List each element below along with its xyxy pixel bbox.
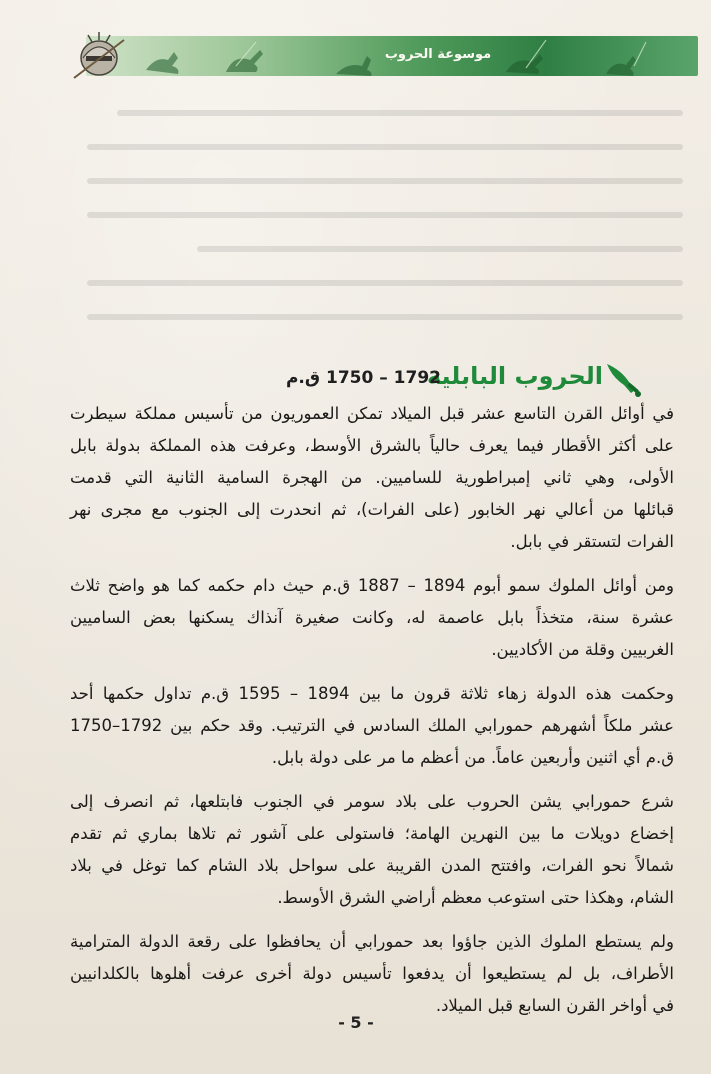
body-text bbox=[70, 398, 674, 1034]
text-line: ومن أوائل الملوك سمو أبوم 1894 – 1887 ق.م حيث دام حكمه كما هو واضح ثلاث bbox=[70, 576, 674, 595]
text-line: إخضاع دويلات ما بين النهرين الهامة؛ فاستولى على آشور ثم تلاها بماري ثم تقدم bbox=[70, 824, 674, 843]
section-title: الحروب البابلية bbox=[426, 362, 603, 390]
text-line: ولم يستطع الملوك الذين جاؤوا بعد حمورابي أن يحافظوا على رقعة الدولة المترامية bbox=[70, 932, 674, 951]
text-line: قبائلها من أعالي نهر الخابور (على الفرات)، ثم انحدرت إلى الجنوب مع مجرى نهر bbox=[70, 500, 674, 519]
text-line: وحكمت هذه الدولة زهاء ثلاثة قرون ما بين 1894 – 1595 ق.م تداول حكمها أحد bbox=[70, 684, 674, 703]
text-line: شمالاً نحو الفرات، وافتتح المدن القريبة على سواحل بلاد الشام كما توغل في بلاد bbox=[70, 856, 674, 875]
paragraph bbox=[70, 678, 674, 774]
text-line: ق.م أي اثنين وأربعين عاماً. من أعظم ما مر على دولة بابل. bbox=[271, 748, 674, 767]
paragraph bbox=[70, 570, 674, 666]
page-number: - 5 - bbox=[338, 1013, 374, 1032]
paragraph bbox=[70, 398, 674, 558]
section-heading bbox=[171, 356, 631, 400]
text-line: عشرة سنة، متخذاً بابل عاصمة له، وكانت صغيرة آنذاك يسكنها بعض الساميين bbox=[70, 608, 674, 627]
sword-icon bbox=[601, 358, 643, 398]
header-banner bbox=[86, 36, 698, 76]
text-line: الأطراف، بل لم يستطيعوا أن يدفعوا تأسيس دولة أخرى عرفت أهلوها بالكلدانيين bbox=[70, 964, 674, 983]
text-line: في أواخر القرن السابع قبل الميلاد. bbox=[435, 996, 674, 1015]
text-line: الأولى، وهي ثاني إمبراطورية للساميين. من الهجرة السامية الثانية التي قدمت bbox=[70, 468, 674, 487]
helmet-icon bbox=[72, 30, 126, 82]
text-line: الفرات لتستقر في بابل. bbox=[510, 532, 674, 551]
paragraph bbox=[70, 926, 674, 1022]
text-line: في أوائل القرن التاسع عشر قبل الميلاد تمكن العموريون من تأسيس مملكة سيطرت bbox=[70, 404, 674, 423]
text-line: الشام، وهكذا حتى استوعب معظم أراضي الشرق الأوسط. bbox=[277, 888, 674, 907]
text-line: الغربيين وقلة من الأكاديين. bbox=[491, 640, 674, 659]
paragraph bbox=[70, 786, 674, 914]
bleed-through-texture bbox=[80, 95, 700, 355]
section-dates: 1792 – 1750 ق.م bbox=[285, 368, 441, 388]
text-line: عشر ملكاً أشهرهم حمورابي الملك السادس في الترتيب. وقد حكم بين 1792–1750 bbox=[70, 716, 674, 735]
text-line: على أكثر الأقطار فيما يعرف حالياً بالشرق الأوسط، وعرفت هذه المملكة بدولة بابل bbox=[70, 436, 674, 455]
text-line: شرع حمورابي يشن الحروب على بلاد سومر في الجنوب فابتلعها، ثم انصرف إلى bbox=[70, 792, 674, 811]
header-title: موسوعة الحروب bbox=[384, 47, 492, 62]
